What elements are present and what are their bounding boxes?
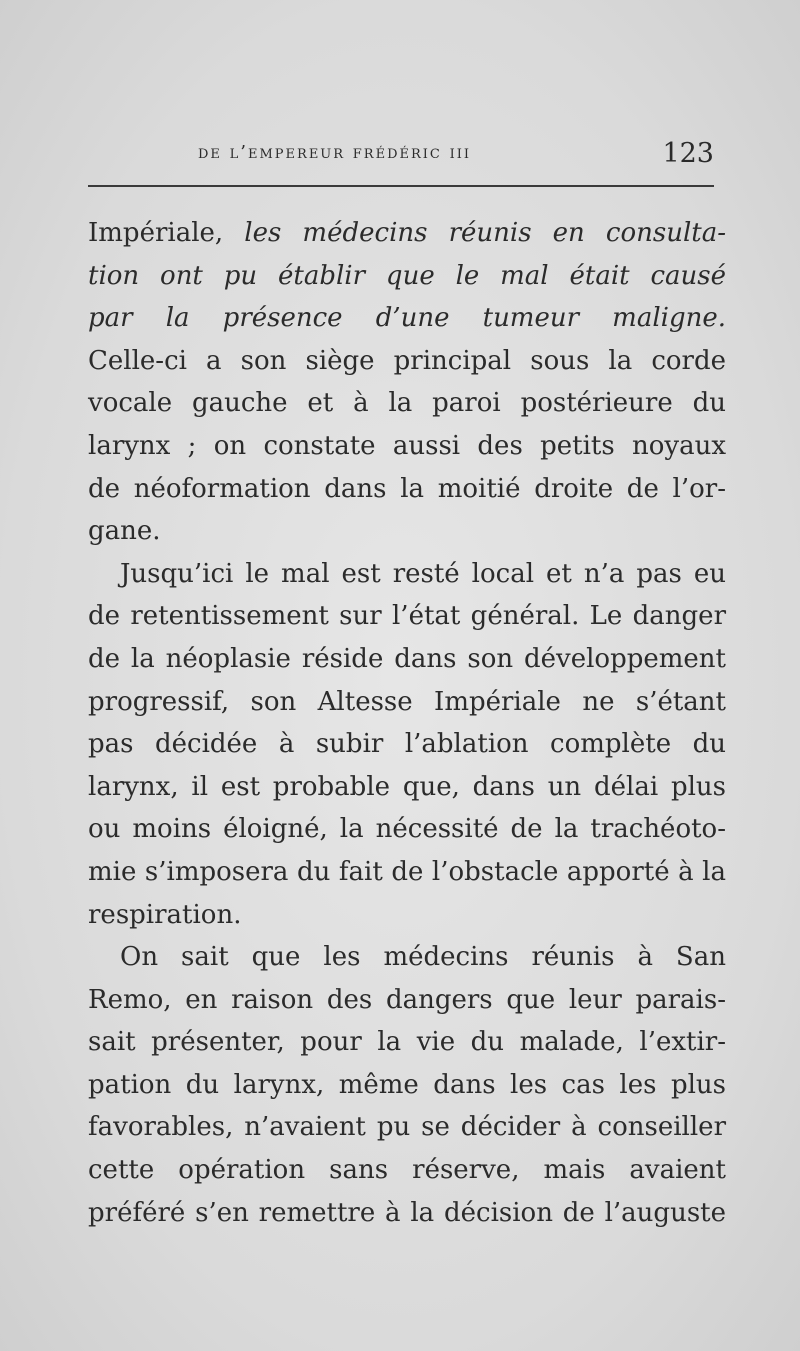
header-rule <box>88 185 714 187</box>
text-line: de néoformation dans la moitié droite de l’or- <box>88 473 726 504</box>
page-number: 123 <box>662 138 714 169</box>
text-line: pation du larynx, même dans les cas les plus <box>88 1069 726 1100</box>
text-line: tion ont pu établir que le mal était causé <box>88 260 726 291</box>
body-text <box>88 212 726 1234</box>
running-title: de l’empereur frédéric iii <box>198 142 471 163</box>
text-line: favorables, n’avaient pu se décider à conseiller <box>88 1112 726 1143</box>
text-line: larynx, il est probable que, dans un délai plus <box>88 771 726 802</box>
text-line: Celle-ci a son siège principal sous la corde <box>88 345 726 376</box>
text-line: ou moins éloigné, la nécessité de la trachéoto- <box>88 814 726 845</box>
text-line: larynx ; on constate aussi des petits noyaux <box>88 430 726 461</box>
text-line: Impériale, les médecins réunis en consulta- <box>88 218 726 248</box>
text-line: respiration. <box>88 899 242 930</box>
text-line: de la néoplasie réside dans son développement <box>88 643 726 674</box>
text-line: pas décidée à subir l’ablation complète du <box>88 729 726 760</box>
text-line: vocale gauche et à la paroi postérieure du <box>88 388 726 419</box>
text-line: gane. <box>88 516 161 547</box>
page-header <box>88 138 714 178</box>
text-line: par la présence d’une tumeur maligne. <box>88 303 726 334</box>
text-line: de retentissement sur l’état général. Le danger <box>88 601 726 632</box>
text-line: cette opération sans réserve, mais avaient <box>88 1155 726 1186</box>
text-line: Jusqu’ici le mal est resté local et n’a pas eu <box>120 558 726 589</box>
text-line: On sait que les médecins réunis à San <box>120 942 726 973</box>
text-line: mie s’imposera du fait de l’obstacle apporté à la <box>88 856 726 887</box>
text-line: sait présenter, pour la vie du malade, l’extir- <box>88 1027 726 1058</box>
text-line: Remo, en raison des dangers que leur parais- <box>88 984 726 1015</box>
text-line: progressif, son Altesse Impériale ne s’étant <box>88 686 726 717</box>
text-line: préféré s’en remettre à la décision de l’auguste <box>88 1197 726 1228</box>
